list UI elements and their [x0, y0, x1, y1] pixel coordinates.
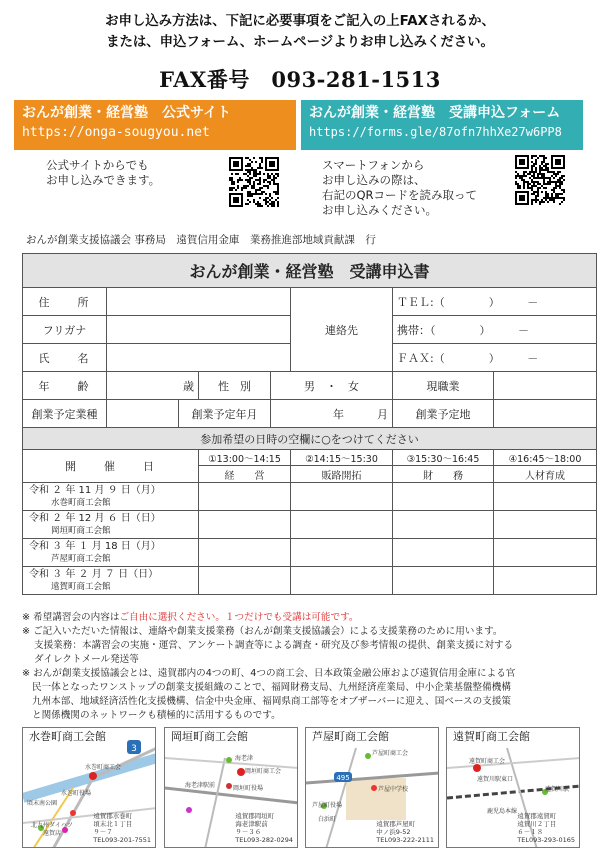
official-site-url[interactable]: https://onga-sougyou.net — [22, 125, 210, 140]
session-checkbox[interactable] — [494, 511, 597, 539]
session-time: ①13:00～14:15 — [199, 450, 291, 466]
map-title: 水巻町商工会館 — [23, 728, 106, 746]
session-subject: 販路開拓 — [291, 466, 393, 483]
instruction-band: 参加希望の日時の空欄に○をつけてください — [23, 428, 597, 450]
session-checkbox[interactable] — [291, 511, 393, 539]
date-row — [23, 483, 597, 511]
sex-options[interactable]: 男 ・ 女 — [271, 372, 393, 400]
biz-type-label: 創業予定業種 — [23, 400, 107, 428]
session-checkbox[interactable] — [494, 483, 597, 511]
session-checkbox[interactable] — [393, 539, 494, 567]
session-checkbox[interactable] — [393, 511, 494, 539]
session-checkbox[interactable] — [199, 511, 291, 539]
session-checkbox[interactable] — [494, 539, 597, 567]
date-row — [23, 539, 597, 567]
official-site-band[interactable] — [14, 100, 296, 150]
session-checkbox[interactable] — [291, 567, 393, 595]
session-subject: 経 営 — [199, 466, 291, 483]
contact-label: 連絡先 — [291, 288, 393, 372]
session-checkbox[interactable] — [393, 567, 494, 595]
qr-code-form-icon[interactable] — [515, 155, 565, 209]
session-time: ③15:30～16:45 — [393, 450, 494, 466]
address-label: 住 所 — [23, 288, 107, 316]
map-title: 芦屋町商工会館 — [306, 728, 389, 746]
map-title: 遠賀町商工会館 — [447, 728, 530, 746]
map-title: 岡垣町商工会館 — [165, 728, 248, 746]
fax-number: FAX番号 093-281-1513 — [159, 67, 441, 92]
session-checkbox[interactable] — [291, 539, 393, 567]
date-cell: 令和 ３ 年 １ 月 18 日（月） 芦屋町商工会館 — [23, 539, 199, 567]
date-cell: 令和 ３ 年 ２ 月 ７ 日（日） 遠賀町商工会館 — [23, 567, 199, 595]
fax-field[interactable]: ＦＡＸ:（ ） － — [393, 344, 597, 372]
session-checkbox[interactable] — [291, 483, 393, 511]
age-field[interactable]: 歳 — [107, 372, 199, 400]
form-title: おんが創業・経営塾 受講申込書 — [23, 254, 597, 288]
furigana-label: フリガナ — [23, 316, 107, 344]
map-address: 遠賀郡水巻町 頃末北１丁目 ９－７ TEL093-201-7551 — [93, 812, 151, 844]
session-checkbox[interactable] — [494, 567, 597, 595]
session-checkbox[interactable] — [199, 567, 291, 595]
tel-field[interactable]: ＴＥＬ:（ ） － — [393, 288, 597, 316]
date-cell: 令和 ２ 年 11 月 ９ 日（月） 水巻町商工会館 — [23, 483, 199, 511]
biz-date-field[interactable]: 年 月 — [271, 400, 393, 428]
map-address: 遠賀郡岡垣町 海老津駅前 ９－３６ TEL093-282-0294 — [235, 812, 293, 844]
name-field[interactable] — [107, 344, 291, 372]
map-ashiya: 495 芦屋町商工会館 芦屋町商工会 芦屋中学校 芦屋町役場 白浜町 遠賀郡芦屋町 中ノ浜9-52 TEL093-222-2111 — [305, 727, 439, 848]
map-onga: 遠賀町商工会館 遠賀町商工会 遠賀川駅東口 遠賀川駅 鹿児島本線 遠賀郡遠賀町 遠賀川２丁目 ６－１８ TEL093-293-0165 — [446, 727, 580, 848]
organization-line: おんが創業支援協議会 事務局 遠賀信用金庫 業務推進部地域貢献課 行 — [26, 234, 376, 246]
job-label: 現職業 — [393, 372, 494, 400]
kaisai-label: 開 催 日 — [23, 450, 199, 483]
header-line-2: または、申込フォーム、ホームページよりお申し込みください。 — [106, 35, 494, 50]
webform-note: スマートフォンから お申し込みの際は、 右記のQRコードを読み取って お申し込みください。 — [322, 158, 478, 217]
address-field[interactable] — [107, 288, 291, 316]
biz-place-label: 創業予定地 — [393, 400, 494, 428]
session-time: ④16:45～18:00 — [494, 450, 597, 466]
furigana-field[interactable] — [107, 316, 291, 344]
map-okagaki: 岡垣町商工会館 海老津 岡垣町商工会 海老津駅前 岡垣町役場 遠賀郡岡垣町 海老津駅前 ９－３６ TEL093-282-0294 — [164, 727, 298, 848]
session-time: ②14:15～15:30 — [291, 450, 393, 466]
map-address: 遠賀郡芦屋町 中ノ浜9-52 TEL093-222-2111 — [376, 820, 434, 844]
session-checkbox[interactable] — [199, 539, 291, 567]
map-mizumaki: 3 水巻町商工会館 水巻町商工会 水巻町役場 頃末南公園 北九州ダイハツ 遠賀店 遠賀郡水巻町 頃末北１丁目 ９－７ TEL093-201-7551 — [22, 727, 156, 848]
date-row — [23, 567, 597, 595]
notes-section: ※ 希望講習会の内容はご自由に選択ください。１つだけでも受講は可能です。 ※ ご記入いただいた情報は、連絡や創業支援業務（おんが創業支援協議会）による支援業務のために用います。 支援業務：本講習会の実施・運営、アンケート調査等による調査・研究及び参考情報の提供、創業支援に対する ダイレクトメール発送等 ※ おんが創業支援協議会とは、遠賀郡内の4つの町、4つの商工会、日本政策金融公庫および遠賀信用金庫による官 民一体となったワンストップの創業支援組織のことで、福岡財務支局、九州経済産業局、中小企業基盤整備機構 九州本部、地域経済活性化支援機構、信金中央金庫、福岡県商工部等をオブザーバーに迎え、国ベースの支援策 と関係機関のネットワークも積極的に活用するものです。 — [22, 612, 516, 721]
session-subject: 財 務 — [393, 466, 494, 483]
biz-date-label: 創業予定年月 — [179, 400, 271, 428]
sex-label: 性 別 — [199, 372, 271, 400]
mobile-field[interactable]: 携帯：（ ） － — [393, 316, 597, 344]
session-subject: 人材育成 — [494, 466, 597, 483]
header-line-1: お申し込み方法は、下記に必要事項をご記入の上FAXされるか、 — [105, 14, 495, 29]
age-label: 年 齢 — [23, 372, 107, 400]
webform-title: おんが創業・経営塾 受講申込フォーム — [309, 105, 561, 121]
site-note: 公式サイトからでも お申し込みできます。 — [46, 158, 161, 187]
svg-text:495: 495 — [336, 774, 350, 782]
webform-band[interactable] — [301, 100, 583, 150]
application-form — [22, 253, 597, 595]
date-row — [23, 511, 597, 539]
name-label: 氏 名 — [23, 344, 107, 372]
qr-code-site-icon[interactable] — [229, 157, 279, 211]
session-checkbox[interactable] — [199, 483, 291, 511]
job-field[interactable] — [494, 372, 597, 400]
session-checkbox[interactable] — [393, 483, 494, 511]
biz-place-field[interactable] — [494, 400, 597, 428]
biz-type-field[interactable] — [107, 400, 179, 428]
svg-text:3: 3 — [131, 744, 137, 754]
map-address: 遠賀郡遠賀町 遠賀川２丁目 ６－１８ TEL093-293-0165 — [517, 812, 575, 844]
official-site-title: おんが創業・経営塾 公式サイト — [22, 105, 232, 121]
webform-url[interactable]: https://forms.gle/87ofn7hhXe27w6PP8 — [309, 125, 562, 139]
date-cell: 令和 ２ 年 12 月 ６ 日（日） 岡垣町商工会館 — [23, 511, 199, 539]
